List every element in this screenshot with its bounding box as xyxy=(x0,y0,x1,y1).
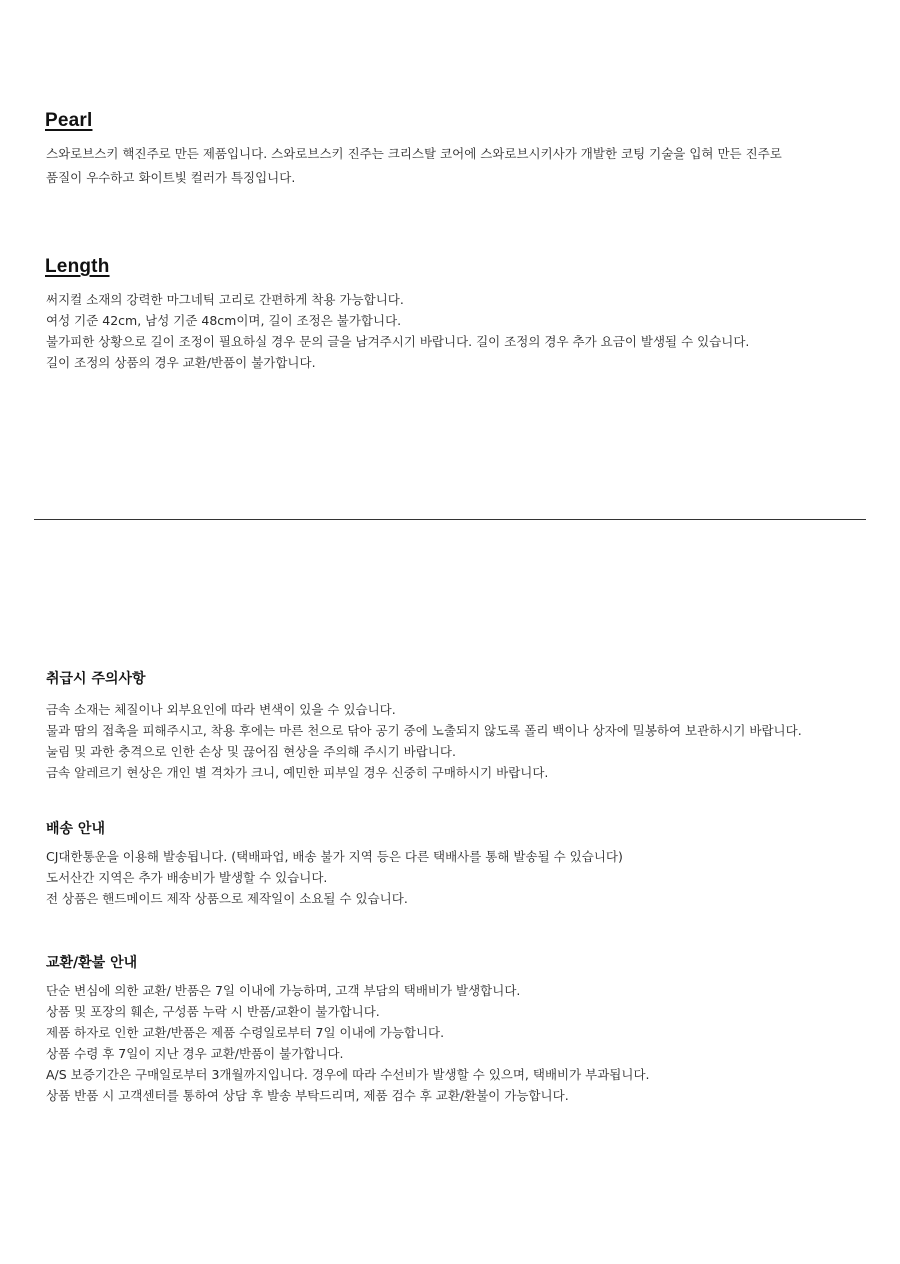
shipping-line-1: CJ대한통운을 이용해 발송됩니다. (택배파업, 배송 불가 지역 등은 다른 택배사를 통해 발송될 수 있습니다) xyxy=(46,849,623,864)
exchange-line-1: 단순 변심에 의한 교환/ 반품은 7일 이내에 가능하며, 고객 부담의 택배비가 발생합니다. xyxy=(46,983,521,998)
shipping-heading: 배송 안내 xyxy=(46,821,105,837)
exchange-heading: 교환/환불 안내 xyxy=(46,955,138,971)
pearl-heading: Pearl xyxy=(45,110,93,131)
care-heading: 취급시 주의사항 xyxy=(46,671,146,687)
exchange-line-4: 상품 수령 후 7일이 지난 경우 교환/반품이 불가합니다. xyxy=(46,1046,344,1061)
section-divider xyxy=(34,519,866,520)
care-line-1: 금속 소재는 체질이나 외부요인에 따라 변색이 있을 수 있습니다. xyxy=(46,702,396,717)
length-line-1: 써지컬 소재의 강력한 마그네틱 고리로 간편하게 착용 가능합니다. xyxy=(46,292,404,307)
length-heading: Length xyxy=(45,256,110,277)
exchange-line-2: 상품 및 포장의 훼손, 구성품 누락 시 반품/교환이 불가합니다. xyxy=(46,1004,380,1019)
care-line-3: 눌림 및 과한 충격으로 인한 손상 및 끊어짐 현상을 주의해 주시기 바랍니다. xyxy=(46,744,456,759)
pearl-line-2: 품질이 우수하고 화이트빛 컬러가 특징입니다. xyxy=(46,170,296,185)
exchange-line-6: 상품 반품 시 고객센터를 통하여 상담 후 발송 부탁드리며, 제품 검수 후 교환/환불이 가능합니다. xyxy=(46,1088,569,1103)
length-line-3: 불가피한 상황으로 길이 조정이 필요하실 경우 문의 글을 남겨주시기 바랍니다. 길이 조정의 경우 추가 요금이 발생될 수 있습니다. xyxy=(46,334,750,349)
length-line-4: 길이 조정의 상품의 경우 교환/반품이 불가합니다. xyxy=(46,355,316,370)
care-line-4: 금속 알레르기 현상은 개인 별 격차가 크니, 예민한 피부일 경우 신중히 구매하시기 바랍니다. xyxy=(46,765,549,780)
length-line-2: 여성 기준 42cm, 남성 기준 48cm이며, 길이 조정은 불가합니다. xyxy=(46,313,402,328)
exchange-line-5: A/S 보증기간은 구매일로부터 3개월까지입니다. 경우에 따라 수선비가 발생할 수 있으며, 택배비가 부과됩니다. xyxy=(46,1067,650,1082)
pearl-line-1: 스와로브스키 핵진주로 만든 제품입니다. 스와로브스키 진주는 크리스탈 코어에 스와로브시키사가 개발한 코팅 기술을 입혀 만든 진주로 xyxy=(46,146,782,161)
shipping-line-2: 도서산간 지역은 추가 배송비가 발생할 수 있습니다. xyxy=(46,870,328,885)
care-line-2: 물과 땀의 접촉을 피해주시고, 착용 후에는 마른 천으로 닦아 공기 중에 노출되지 않도록 폴리 백이나 상자에 밀봉하여 보관하시기 바랍니다. xyxy=(46,723,802,738)
exchange-line-3: 제품 하자로 인한 교환/반품은 제품 수령일로부터 7일 이내에 가능합니다. xyxy=(46,1025,445,1040)
shipping-line-3: 전 상품은 핸드메이드 제작 상품으로 제작일이 소요될 수 있습니다. xyxy=(46,891,408,906)
